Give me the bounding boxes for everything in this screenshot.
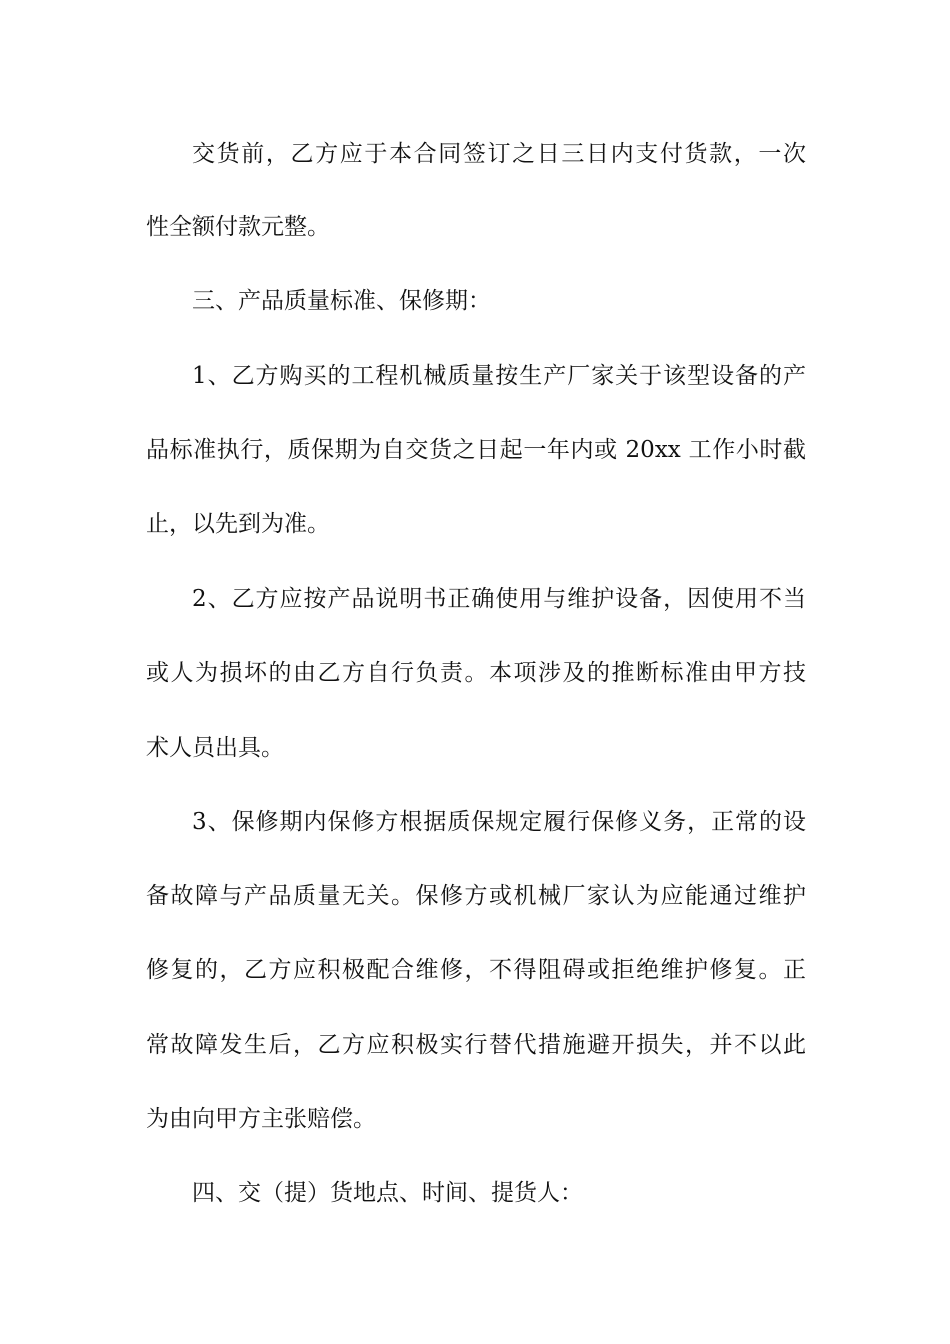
text-line-9: 术人员出具。 [146, 735, 284, 761]
text-line-12: 修复的，乙方应积极配合维修，不得阻碍或拒绝维护修复。正 [146, 957, 806, 983]
text-line-2: 性全额付款元整。 [146, 214, 330, 240]
text-line-13: 常故障发生后，乙方应积极实行替代措施避开损失，并不以此 [146, 1032, 806, 1058]
text-line-10: 3、保修期内保修方根据质保规定履行保修义务，正常的设 [192, 809, 806, 835]
text-line-7: 2、乙方应按产品说明书正确使用与维护设备，因使用不当 [192, 586, 806, 612]
text-line-6: 止，以先到为准。 [146, 511, 330, 537]
text-line-1: 交货前，乙方应于本合同签订之日三日内支付货款，一次 [192, 141, 806, 167]
section-heading-3: 三、产品质量标准、保修期： [192, 288, 491, 314]
text-line-4: 1、乙方购买的工程机械质量按生产厂家关于该型设备的产 [192, 363, 806, 389]
section-heading-4: 四、交（提）货地点、时间、提货人： [192, 1180, 583, 1206]
text-line-11: 备故障与产品质量无关。保修方或机械厂家认为应能通过维护 [146, 883, 806, 909]
text-line-5: 品标准执行，质保期为自交货之日起一年内或 20xx 工作小时截 [146, 437, 806, 463]
text-line-8: 或人为损坏的由乙方自行负责。本项涉及的推断标准由甲方技 [146, 660, 806, 686]
text-line-14: 为由向甲方主张赔偿。 [146, 1106, 376, 1132]
